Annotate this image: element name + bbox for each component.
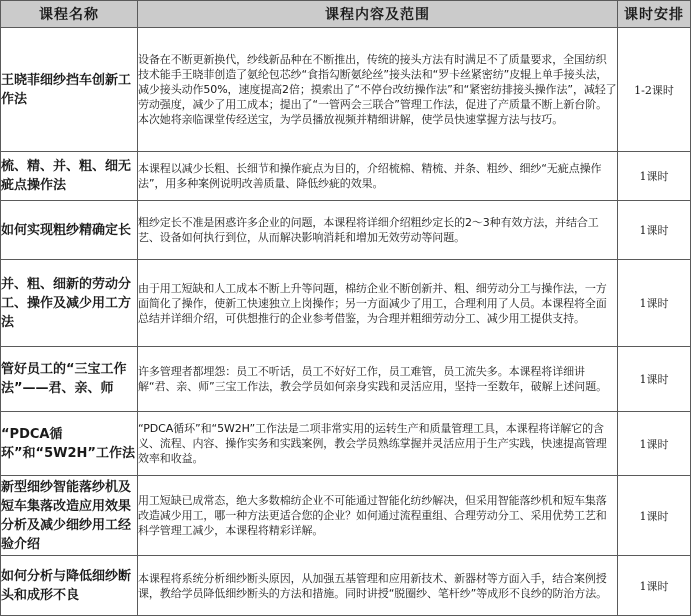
table-row	[1, 347, 691, 412]
class-hours-cell: 1课时	[618, 152, 691, 201]
course-content-cell: 许多管理者都埋怨：员工不听话，员工不好好工作，员工难管，员工流失多。本课程将详细讲解“君、亲、师”三宝工作法，教会学员如何亲身实践和灵活应用，坚持一至数年，破解上述问题。	[138, 347, 618, 412]
class-hours-cell: 1课时	[618, 347, 691, 412]
course-name-cell: 如何实现粗纱精确定长	[1, 201, 138, 260]
class-hours-cell: 1课时	[618, 260, 691, 347]
class-hours-cell: 1课时	[618, 556, 691, 616]
course-content-cell: 由于用工短缺和人工成本不断上升等问题，棉纺企业不断创新并、粗、细劳动分工与操作法，一方面简化了操作，使新工快速独立上岗操作；另一方面减少了用工，合理利用了人员。本课程将全面总结并详细介绍，可供想推行的企业参考借鉴，为合理并粗细劳动分工、减少用工提供支持。	[138, 260, 618, 347]
course-name-cell: 新型细纱智能落纱机及短车集落改造应用效果分析及减少细纱用工经验介绍	[1, 476, 138, 556]
table-row	[1, 412, 691, 476]
class-hours-cell: 1-2课时	[618, 28, 691, 152]
course-content-cell: 用工短缺已成常态，绝大多数棉纺企业不可能通过智能化纺纱解决，但采用智能落纱机和短车集落改造减少用工，哪一种方法更适合您的企业？如何通过流程重组、合理劳动分工、采用优势工艺和科学管理工减少，本课程将精彩详解。	[138, 476, 618, 556]
table-row	[1, 152, 691, 201]
header-course-content: 课程内容及范围	[138, 1, 618, 28]
course-name-cell: 管好员工的“三宝工作法”——君、亲、师	[1, 347, 138, 412]
course-name-cell: 并、粗、细新的劳动分工、操作及减少用工方法	[1, 260, 138, 347]
course-content-cell: 粗纱定长不准是困惑许多企业的问题，本课程将详细介绍粗纱定长的2～3种有效方法，并结合工艺、设备如何执行到位，从而解决影响消耗和增加无效劳动等问题。	[138, 201, 618, 260]
table-row	[1, 476, 691, 556]
course-name-cell: 王晓菲细纱挡车创新工作法	[1, 28, 138, 152]
course-name-cell: “PDCA循环”和“5W2H”工作法	[1, 412, 138, 476]
course-name-cell: 如何分析与降低细纱断头和成形不良	[1, 556, 138, 616]
class-hours-cell: 1课时	[618, 201, 691, 260]
class-hours-cell: 1课时	[618, 476, 691, 556]
course-content-cell: 本课程将系统分析细纱断头原因，从加强五基管理和应用新技术、新器材等方面入手，结合案例授课，教给学员降低细纱断头的方法和措施。同时讲授“脱圈纱、笔杆纱”等成形不良纱的防治方法。	[138, 556, 618, 616]
table-row	[1, 260, 691, 347]
table-row	[1, 201, 691, 260]
table-row	[1, 28, 691, 152]
header-class-hours: 课时安排	[618, 1, 691, 28]
course-content-cell: “PDCA循环”和“5W2H”工作法是二项非常实用的运转生产和质量管理工具，本课程将详解它的含义、流程、内容、操作实务和实践案例，教会学员熟练掌握并灵活应用于生产实践，快速提高管理效率和收益。	[138, 412, 618, 476]
course-name-cell: 梳、精、并、粗、细无疵点操作法	[1, 152, 138, 201]
course-content-cell: 本课程以减少长粗、长细节和操作疵点为目的，介绍梳棉、精梳、并条、粗纱、细纱“无疵点操作法”，用多种案例说明改善质量、降低纱疵的效果。	[138, 152, 618, 201]
header-course-name: 课程名称	[1, 1, 138, 28]
table-row	[1, 556, 691, 616]
header-row	[1, 1, 691, 28]
course-content-cell: 设备在不断更新换代，纱线新品种在不断推出，传统的接头方法有时满足不了质量要求，全国纺织技术能手王晓菲创造了氨纶包芯纱“食指勾断氨纶丝”接头法和“罗卡丝紧密纺”皮辊上单手接头法，减少接头动作50%，速度提高2倍；摸索出了“不停台改纺操作法”和“紧密纺排接头操作法”，减轻了劳动强度，减少了用工成本；提出了“一管两会三联合”管理工作法，促进了产质量不断上新台阶。本次她将亲临课堂传经送宝，为学员播放视频并精细讲解，使学员快速掌握方法与技巧。	[138, 28, 618, 152]
class-hours-cell: 1课时	[618, 412, 691, 476]
